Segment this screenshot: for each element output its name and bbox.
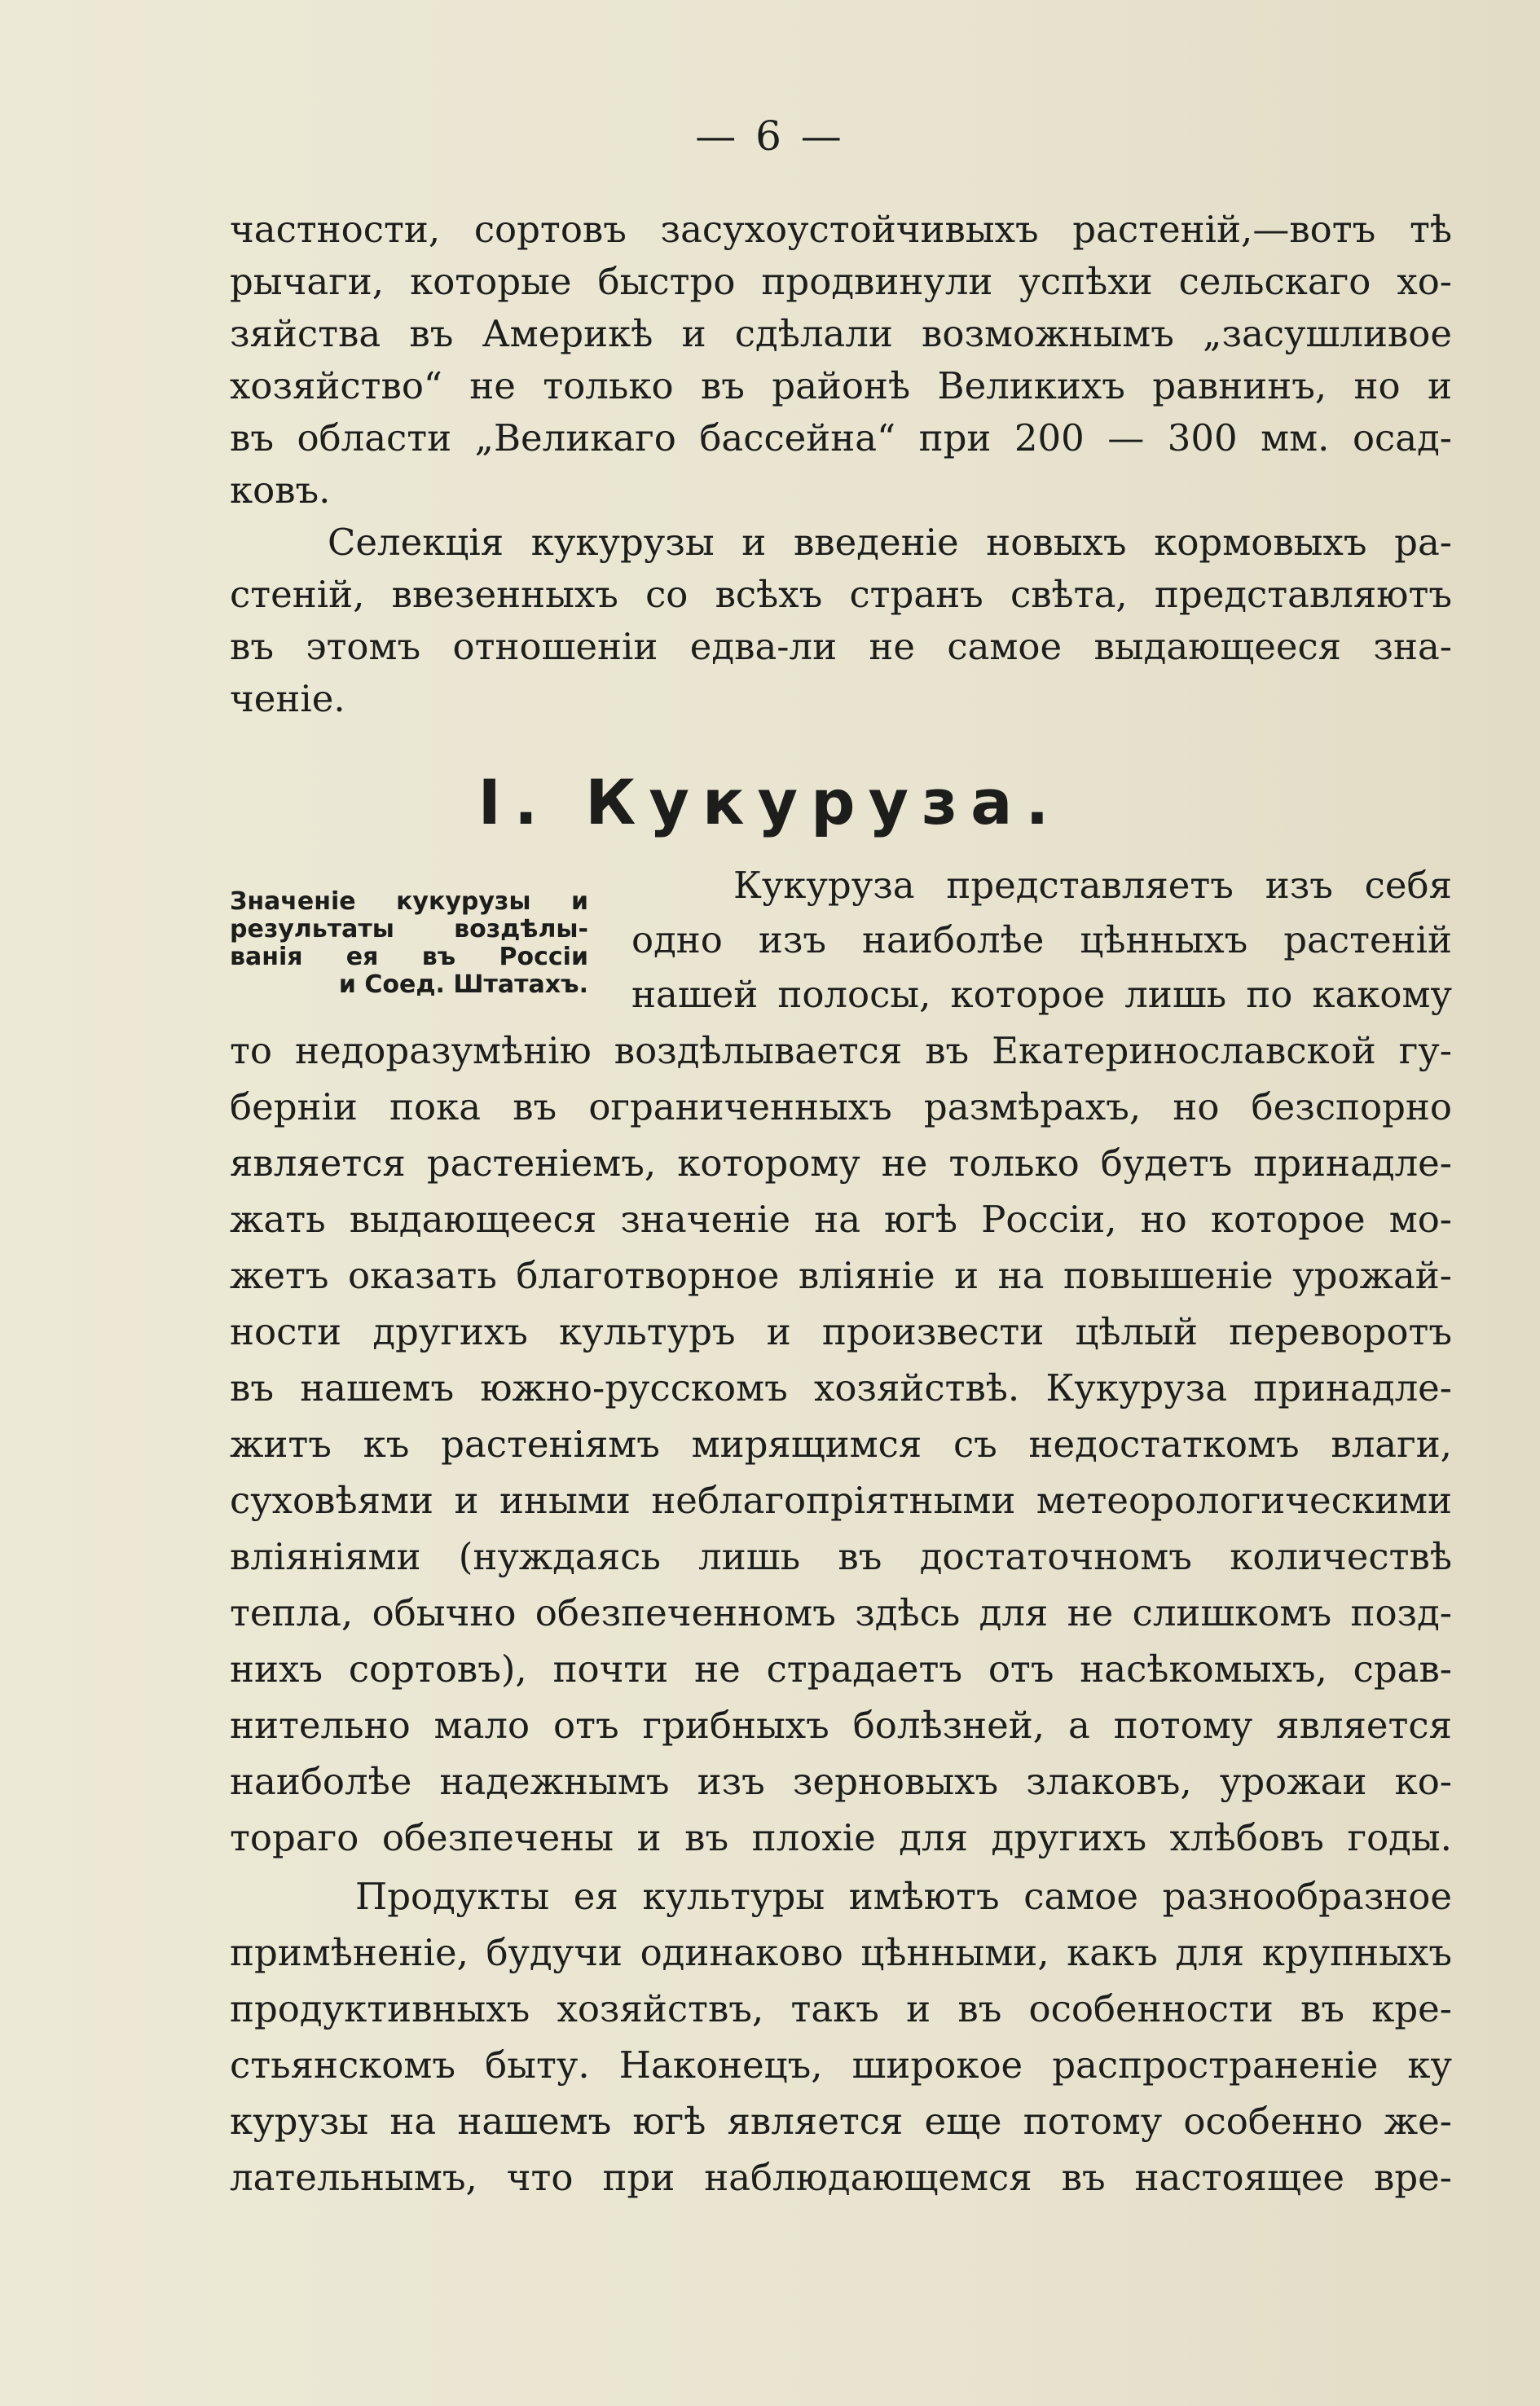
text-line: жетъ оказать благотворное вліяніе и на повышеніе урожай- <box>230 1254 1452 1297</box>
text-line: стьянскомъ быту. Наконецъ, широкое распространеніе ку <box>230 2043 1452 2087</box>
text-line: жать выдающееся значеніе на югѣ Россіи, но которое мо- <box>230 1198 1452 1241</box>
text-line: Продукты ея культуры имѣютъ самое разнообразное <box>355 1875 1452 1918</box>
text-line: ковъ. <box>230 468 331 512</box>
text-line: продуктивныхъ хозяйствъ, такъ и въ особенности въ кре- <box>230 1987 1452 2030</box>
text-line: одно изъ наиболѣе цѣнныхъ растеній <box>631 918 1452 961</box>
text-line: нашей полосы, которое лишь по какому <box>631 973 1452 1016</box>
text-line: лательнымъ, что при наблюдающемся въ настоящее вре- <box>230 2156 1452 2199</box>
text-line: въ этомъ отношеніи едва-ли не самое выдающееся зна- <box>230 625 1452 668</box>
text-line: рычаги, которые быстро продвинули успѣхи сельскаго хо- <box>230 260 1452 303</box>
page-number: — 6 — <box>695 112 845 160</box>
text-line: наиболѣе надежнымъ изъ зерновыхъ злаковъ, урожаи ко- <box>230 1760 1452 1803</box>
margin-note-line: Значеніе кукурузы и <box>230 888 588 916</box>
text-line: частности, сортовъ засухоустойчивыхъ растеній,—вотъ тѣ <box>230 208 1452 251</box>
section-heading: I. Кукуруза. <box>477 766 1063 838</box>
text-line: то недоразумѣнію воздѣлывается въ Екатеринославской гу- <box>230 1029 1452 1072</box>
text-line: является растеніемъ, которому не только будетъ принадле- <box>230 1141 1452 1185</box>
text-line: ности другихъ культуръ и произвести цѣлый переворотъ <box>230 1310 1452 1353</box>
margin-note-line: ванія ея въ Россіи <box>230 943 588 971</box>
margin-note-line: результаты воздѣлы- <box>230 916 588 943</box>
text-line: зяйства въ Америкѣ и сдѣлали возможнымъ „засушливое <box>230 312 1452 355</box>
text-line: стеній, ввезенныхъ со всѣхъ странъ свѣта, представляютъ <box>230 573 1452 616</box>
text-line: въ нашемъ южно-русскомъ хозяйствѣ. Кукуруза принадле- <box>230 1366 1452 1410</box>
text-line: хозяйство“ не только въ районѣ Великихъ равнинъ, но и <box>230 364 1452 407</box>
text-line: берніи пока въ ограниченныхъ размѣрахъ, но безспорно <box>230 1085 1452 1128</box>
margin-note-line: и Соед. Штатахъ. <box>338 971 588 999</box>
text-line: ченіе. <box>230 677 345 720</box>
text-line: тепла, обычно обезпеченномъ здѣсь для не слишкомъ позд- <box>230 1591 1452 1634</box>
text-line: суховѣями и иными неблагопріятными метеорологическими <box>230 1479 1452 1522</box>
text-line: Кукуруза представляетъ изъ себя <box>733 864 1452 907</box>
text-line: нихъ сортовъ), почти не страдаетъ отъ насѣкомыхъ, срав- <box>230 1647 1452 1691</box>
margin-note <box>230 888 588 999</box>
text-line: курузы на нашемъ югѣ является еще потому особенно же- <box>230 2100 1452 2143</box>
text-line: нительно мало отъ грибныхъ болѣзней, а потому является <box>230 1704 1452 1747</box>
text-line: Селекція кукурузы и введеніе новыхъ кормовыхъ ра- <box>328 521 1452 564</box>
text-line: житъ къ растеніямъ мирящимся съ недостаткомъ влаги, <box>230 1423 1452 1466</box>
text-line: примѣненіе, будучи одинаково цѣнными, какъ для крупныхъ <box>230 1931 1452 1974</box>
text-line: тораго обезпечены и въ плохіе для другихъ хлѣбовъ годы. <box>230 1816 1452 1859</box>
text-line: въ области „Великаго бассейна“ при 200 — 300 мм. осад- <box>230 416 1452 460</box>
text-line: вліяніями (нуждаясь лишь въ достаточномъ количествѣ <box>230 1535 1452 1578</box>
